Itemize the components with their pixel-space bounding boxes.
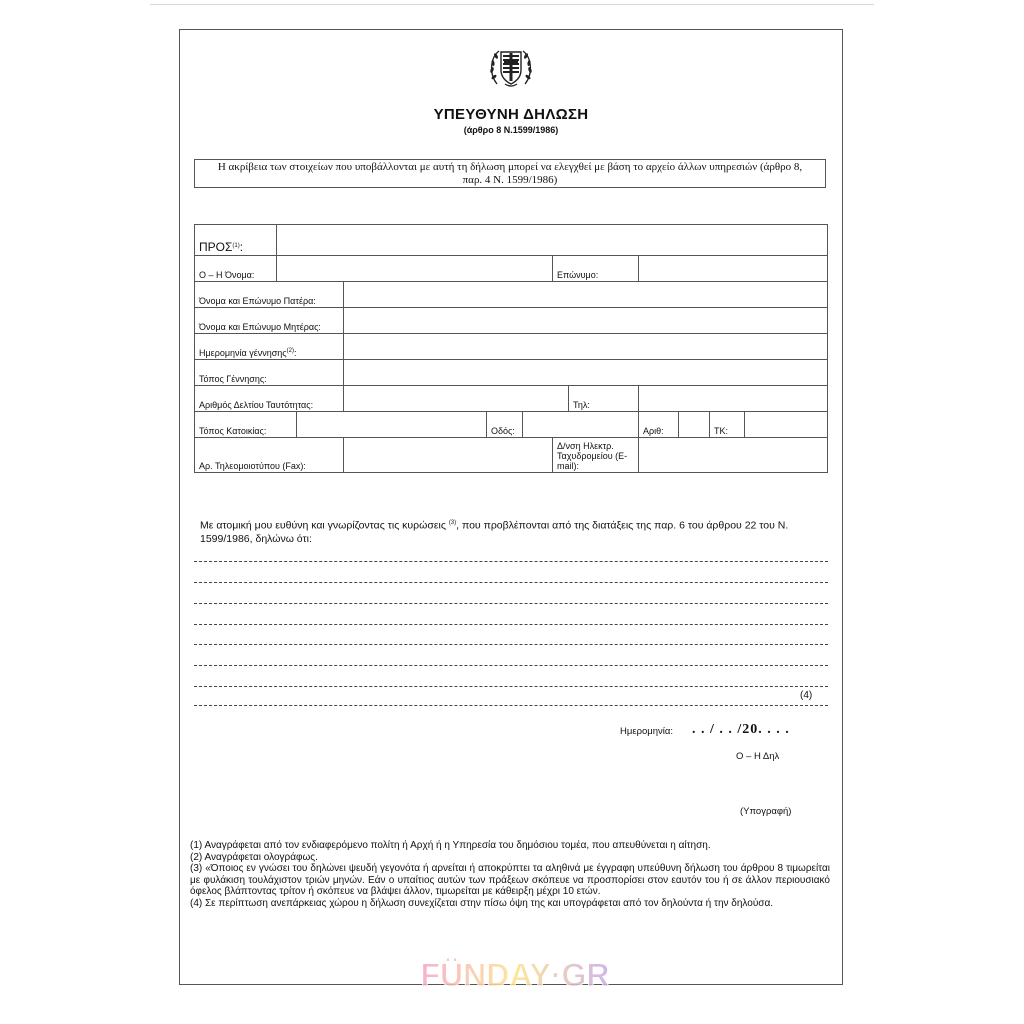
personal-details-form — [194, 224, 828, 473]
date-label: Ημερομηνία: — [620, 726, 674, 737]
footnote-1: (1) Αναγράφεται από τον ενδιαφερόμενο πολίτη ή Αρχή ή η Υπηρεσία του δημόσιου τομέα, που απευθύνεται η αίτηση. — [190, 840, 711, 851]
svg-text:FÜNDAY·GR: FÜNDAY·GR — [420, 957, 610, 993]
first-name-field[interactable] — [277, 256, 553, 282]
form-row-id — [195, 386, 828, 412]
email-label: Δ/νση Ηλεκτρ. Ταχυδρομείου (E-mail): — [553, 438, 639, 473]
form-row-mother — [195, 308, 828, 334]
id-number-label: Αριθμός Δελτίου Ταυτότητας: — [195, 386, 344, 412]
date-field[interactable]: . . / . . /20. . . . — [692, 722, 790, 737]
footnote-4: (4) Σε περίπτωση ανεπάρκειας χώρου η δήλωση συνεχίζεται στην πίσω όψη της και υπογράφεται από τον δηλούντα ή την δηλούσα. — [190, 897, 774, 909]
surname-field[interactable] — [639, 256, 828, 282]
continuation-mark: (4) — [800, 690, 813, 701]
declaration-line-5[interactable] — [194, 644, 828, 645]
birth-place-field[interactable] — [344, 360, 828, 386]
declaration-form-page — [179, 29, 843, 985]
street-field[interactable] — [523, 412, 639, 438]
form-row-name — [195, 256, 828, 282]
birth-date-field[interactable] — [344, 334, 828, 360]
birth-date-label: Ημερομηνία γέννησης$^{(2)}$: — [195, 334, 344, 360]
declaration-line-3[interactable] — [194, 603, 828, 604]
street-label: Οδός: — [487, 412, 523, 438]
greek-coat-of-arms-icon — [487, 44, 535, 92]
form-row-birth-place — [195, 360, 828, 386]
top-divider — [150, 4, 874, 5]
residence-label: Τόπος Κατοικίας: — [195, 412, 297, 438]
postal-code-field[interactable] — [745, 412, 828, 438]
fax-field[interactable] — [344, 438, 553, 473]
street-number-field[interactable] — [679, 412, 710, 438]
footnote-2: (2) Αναγράφεται ολογράφως. — [190, 851, 318, 863]
form-row-father — [195, 282, 828, 308]
phone-label: Τηλ: — [569, 386, 639, 412]
residence-field[interactable] — [297, 412, 487, 438]
form-row-recipient — [195, 225, 828, 256]
email-field[interactable] — [639, 438, 828, 473]
first-name-label: Ο – Η Όνομα: — [195, 256, 277, 282]
funday-watermark-logo — [410, 950, 620, 998]
document-subtitle: (άρθρο 8 Ν.1599/1986) — [463, 125, 559, 135]
father-name-label: Όνομα και Επώνυμο Πατέρα: — [195, 282, 344, 308]
accuracy-notice: Η ακρίβεια των στοιχείων που υποβάλλονται με αυτή τη δήλωση μπορεί να ελεγχθεί με βάση το αρχείο άλλων υπηρεσιών (άρθρο 8, παρ. 4 Ν. 1599/1986) — [194, 159, 826, 188]
mother-name-label: Όνομα και Επώνυμο Μητέρας: — [195, 308, 344, 334]
declaration-line-2[interactable] — [194, 582, 828, 583]
surname-label: Επώνυμο: — [553, 256, 639, 282]
recipient-label: ΠΡΟΣ$^{(1)}$: — [195, 225, 277, 256]
form-row-address — [195, 412, 828, 438]
street-number-label: Αριθ: — [639, 412, 679, 438]
fax-label: Αρ. Τηλεομοιοτύπου (Fax): — [195, 438, 344, 473]
father-name-field[interactable] — [344, 282, 828, 308]
form-row-contact — [195, 438, 828, 473]
document-title: ΥΠΕΥΘΥΝΗ ΔΗΛΩΣΗ — [433, 106, 589, 123]
footnotes — [190, 840, 830, 909]
signature-label: (Υπογραφή) — [740, 806, 792, 817]
mother-name-field[interactable] — [344, 308, 828, 334]
declaration-statement: Με ατομική μου ευθύνη και γνωρίζοντας τις κυρώσεις $^{(3)}$, που προβλέπονται από της διατάξεις της παρ. 6 του άρθρου 22 του Ν. 1599/1986, δηλώνω ότι: — [200, 519, 789, 545]
declaration-line-7[interactable] — [194, 686, 828, 687]
postal-code-label: ΤΚ: — [710, 412, 745, 438]
declaration-line-1[interactable] — [194, 561, 828, 562]
declarant-label: Ο – Η Δηλ — [736, 751, 780, 762]
declaration-line-6[interactable] — [194, 665, 828, 666]
footnote-3: (3) «Όποιος εν γνώσει του δηλώνει ψευδή γεγονότα ή αρνείται ή αποκρύπτει τα αληθινά με έγγραφη υπεύθυνη δήλωση του άρθρου 8 τιμωρείται με φυλάκιση τουλάχιστον τριών μηνών. Εάν ο υπαίτιος αυτών των πράξεων σκόπευε να προσπορίσει στον εαυτόν του ή σε άλλον περιουσιακό όφελος βλάπτοντας τρίτον ή σκόπευε να βλάψει άλλον, τιμωρείται με κάθειρξη μέχρι 10 ετών. — [190, 863, 830, 897]
id-number-field[interactable] — [344, 386, 569, 412]
phone-field[interactable] — [639, 386, 828, 412]
declaration-line-8[interactable] — [194, 705, 828, 706]
form-row-birth-date — [195, 334, 828, 360]
recipient-field[interactable] — [277, 225, 828, 256]
birth-place-label: Τόπος Γέννησης: — [195, 360, 344, 386]
declaration-line-4[interactable] — [194, 624, 828, 625]
